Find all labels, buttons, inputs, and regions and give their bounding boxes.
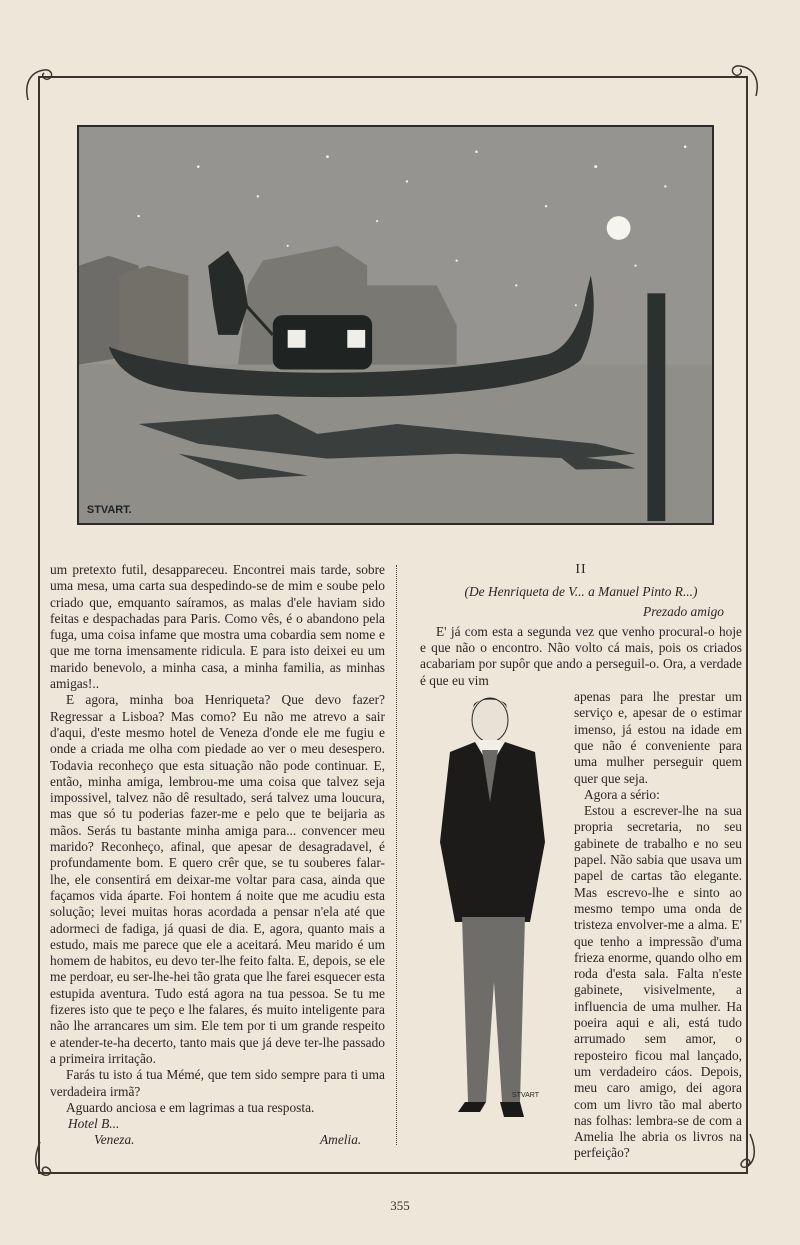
gondola-night-illustration [77,125,714,525]
signature: Amelia. [320,1132,362,1148]
letter-heading: (De Henriqueta de V... a Manuel Pinto R...) [464,584,698,600]
dandy-gentleman-illustration [420,692,570,1142]
illustration-signature: STVART. [86,504,132,517]
ornament-top-left-icon [20,64,60,104]
paragraph: Agora a sério: [584,786,660,802]
paragraph: E' já com esta a segunda vez que venho procural-o hoje e que não o encontro. Não volto cá mais, pois os criados acabariam por supôr que ando a perseguil-o. Ora, a verdade é que eu vim [420,623,742,688]
paragraph: Farás tu isto á tua Mémé, que tem sido sempre para ti uma verdadeira irmã? [50,1067,385,1099]
narrow-text-column [574,689,742,1162]
paragraph: um pretexto futil, desappareceu. Encontrei mais tarde, sobre uma mesa, uma carta sua despedindo-se de mim e soube pelo criado que, emquanto saíramos, as malas d'ele haviam sido feitas e despachadas para Paris. Como vês, é o abandono pela fuga, uma coisa infame que mostra uma cobardia sem nome e que me torna imensamente ridicula. E para isto deixei eu um marido benevolo, a minha casa, a minha familia, as minhas amigas!.. [50,562,385,692]
paragraph: Estou a escrever-lhe na sua propria secretaria, no seu gabinete de trabalho e no seu papel. Não sabia que usava um papel de cartas tão elegante. Mas escrevo-lhe e sinto ao mesmo tempo uma onda de tristeza envolver-me a alma. E' que tenho a impressão d'uma frieza enorme, quando olho em roda d'esta sala. Falta n'este gabinete, visivelmente, a influencia de uma mulher. Ha poeira aqui e ali, está tudo arrumado sem amor, o reposteiro ficou mal lançado, um verdadeiro cáos. Depois, meu caro amigo, dei agora com um livro tão mal aberto nas folhas: lembra-se de com a Amelia lhe abria os livros na perfeição? [574,803,742,1161]
figure-signature: STVART [512,1092,539,1099]
paragraph: apenas para lhe prestar um serviço e, apesar de o estimar imenso, já estou na idade em que não é conveniente para uma mulher perseguir quem quer que seja. [574,689,742,786]
ornament-bottom-right-icon [740,1132,780,1172]
paragraph: Aguardo anciosa e em lagrimas a tua resposta. [66,1099,315,1115]
paragraph: E agora, minha boa Henriqueta? Que devo fazer? Regressar a Lisboa? Mas como? Eu não me atrevo a sair d'aqui, d'este mesmo hotel de Veneza d'onde ele me fugiu e onde a criada me olha com piedade ao ver o meu desespero. Todavia reconheço que esta situação não pode continuar. E, então, minha amiga, lembrou-me uma coisa que talvez seja impossivel, talvez não dê resultado, será talvez uma loucura, mas que só tu poderias fazer-me e pelo que te beijaria as mãos. Serás tu bastante minha amiga para... convencer meu marido? Reconheço, afinal, que apesar de desagradavel, é profundamente bom. E quero crêr que, se tu souberes falar-lhe, ele consentirá em deixar-me voltar para casa, ainda que façamos vida áparte. Foi hontem á noite que me acudiu esta solução; levei muitas horas acordada a pensar n'ela até que adormeci de fadiga, já quasi de dia. E, agora, quanto mais a estudo, mais me parece que ele a aceitará. Meu marido é um homem de habitos, eu devo ter-lhe feito falta. E, depois, se ele me perdoar, eu ser-lhe-hei tão grata que lhe farei esquecer esta estupida aventura. Tudo está agora na tua pessoa. Se tu me fizeres isto que te peço e lhe falares, és muito inteligente para não lhe arrancares um sim. Ele tem por ti um grande respeito e atender-te-ha decerto, tanto mais que já deve ter-lhe passado a primeira irritação. [50,692,385,1066]
section-number: II [575,562,587,577]
salutation: Prezado amigo [643,603,724,619]
city-line: Veneza. [94,1132,135,1148]
column-divider [396,565,397,1145]
letter-one-signature-block [50,1116,385,1148]
letter-one-body [50,562,385,1116]
page-number: 355 [390,1198,410,1213]
ornament-top-right-icon [724,60,764,100]
place-line: Hotel B... [68,1116,120,1131]
